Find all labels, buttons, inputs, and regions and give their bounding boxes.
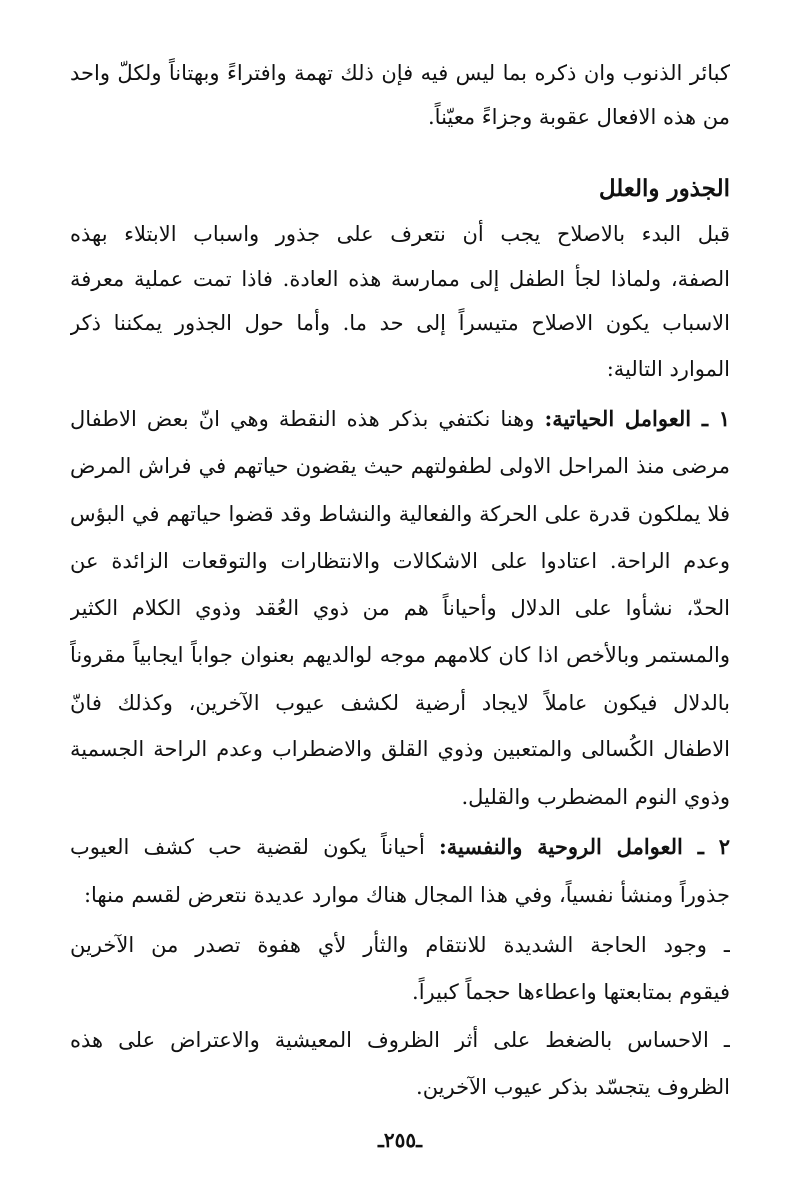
item-first-line [70,404,730,434]
text-line: وذوي النوم المضطرب والقليل. [461,785,730,809]
item-label: ٢ ـ العوامل الروحية والنفسية: [439,834,730,859]
text-line: الحدّ، نشأوا على الدلال وأحياناً هم من ذوي العُقد وذوي الكلام الكثير [70,596,730,620]
page-number: ـ٢٥٥ـ [378,1128,422,1152]
text-line: الموارد التالية: [606,357,730,381]
text-line: قبل البدء بالاصلاح يجب أن نتعرف على جذور واسباب الابتلاء بهذه [70,222,730,246]
text-line: وعدم الراحة. اعتادوا على الاشكالات والانتظارات والتوقعات الزائدة عن [70,549,730,573]
text-line: بالدلال فيكون عاملاً لايجاد أرضية لكشف عيوب الآخرين، وكذلك فانّ [70,691,730,715]
text-line: مرضى منذ المراحل الاولى لطفولتهم حيث يقضون حياتهم في فراش المرض [70,454,730,478]
text-line: الصفة، ولماذا لجأ الطفل إلى ممارسة هذه العادة. فاذا تمت عملية معرفة [70,267,730,291]
text-line: فلا يملكون قدرة على الحركة والفعالية والنشاط وقد قضوا حياتهم في البؤس [70,502,730,526]
bullet-line: ـ الاحساس بالضغط على أثر الظروف المعيشية والاعتراض على هذه [70,1028,730,1052]
text-line: من هذه الافعال عقوبة وجزاءً معيّناً. [428,105,730,129]
text-line: الاسباب يكون الاصلاح متيسراً إلى حد ما. وأما حول الجذور يمكننا ذكر [70,311,730,335]
item-first-line [70,832,730,862]
text-line: الاطفال الكُسالى والمتعبين وذوي القلق والاضطراب وعدم الراحة الجسمية [70,737,730,761]
item-text: وهنا نكتفي بذكر هذه النقطة وهي انّ بعض الاطفال [70,407,545,431]
bullet-line: ـ وجود الحاجة الشديدة للانتقام والثأر لأي هفوة تصدر من الآخرين [70,933,730,957]
text-line: جذوراً ومنشأً نفسياً، وفي هذا المجال هناك موارد عديدة نتعرض لقسم منها: [83,883,730,907]
text-line: الظروف يتجسّد بذكر عيوب الآخرين. [416,1075,730,1099]
text-line: فيقوم بمتابعتها واعطاءها حجماً كبيراً. [412,980,730,1004]
text-line: والمستمر وبالأخص اذا كان كلامهم موجه لوالديهم بعنوان جواباً ايجابياً مقروناً [70,643,730,667]
text-line: كبائر الذنوب وان ذكره بما ليس فيه فإن ذلك تهمة وافتراءً وبهتاناً ولكلّ واحد [70,61,730,85]
item-label: ١ ـ العوامل الحياتية: [544,406,730,431]
book-page [70,40,730,1140]
item-text: أحياناً يكون لقضية حب كشف العيوب [70,835,440,859]
section-heading: الجذور والعلل [598,175,730,202]
